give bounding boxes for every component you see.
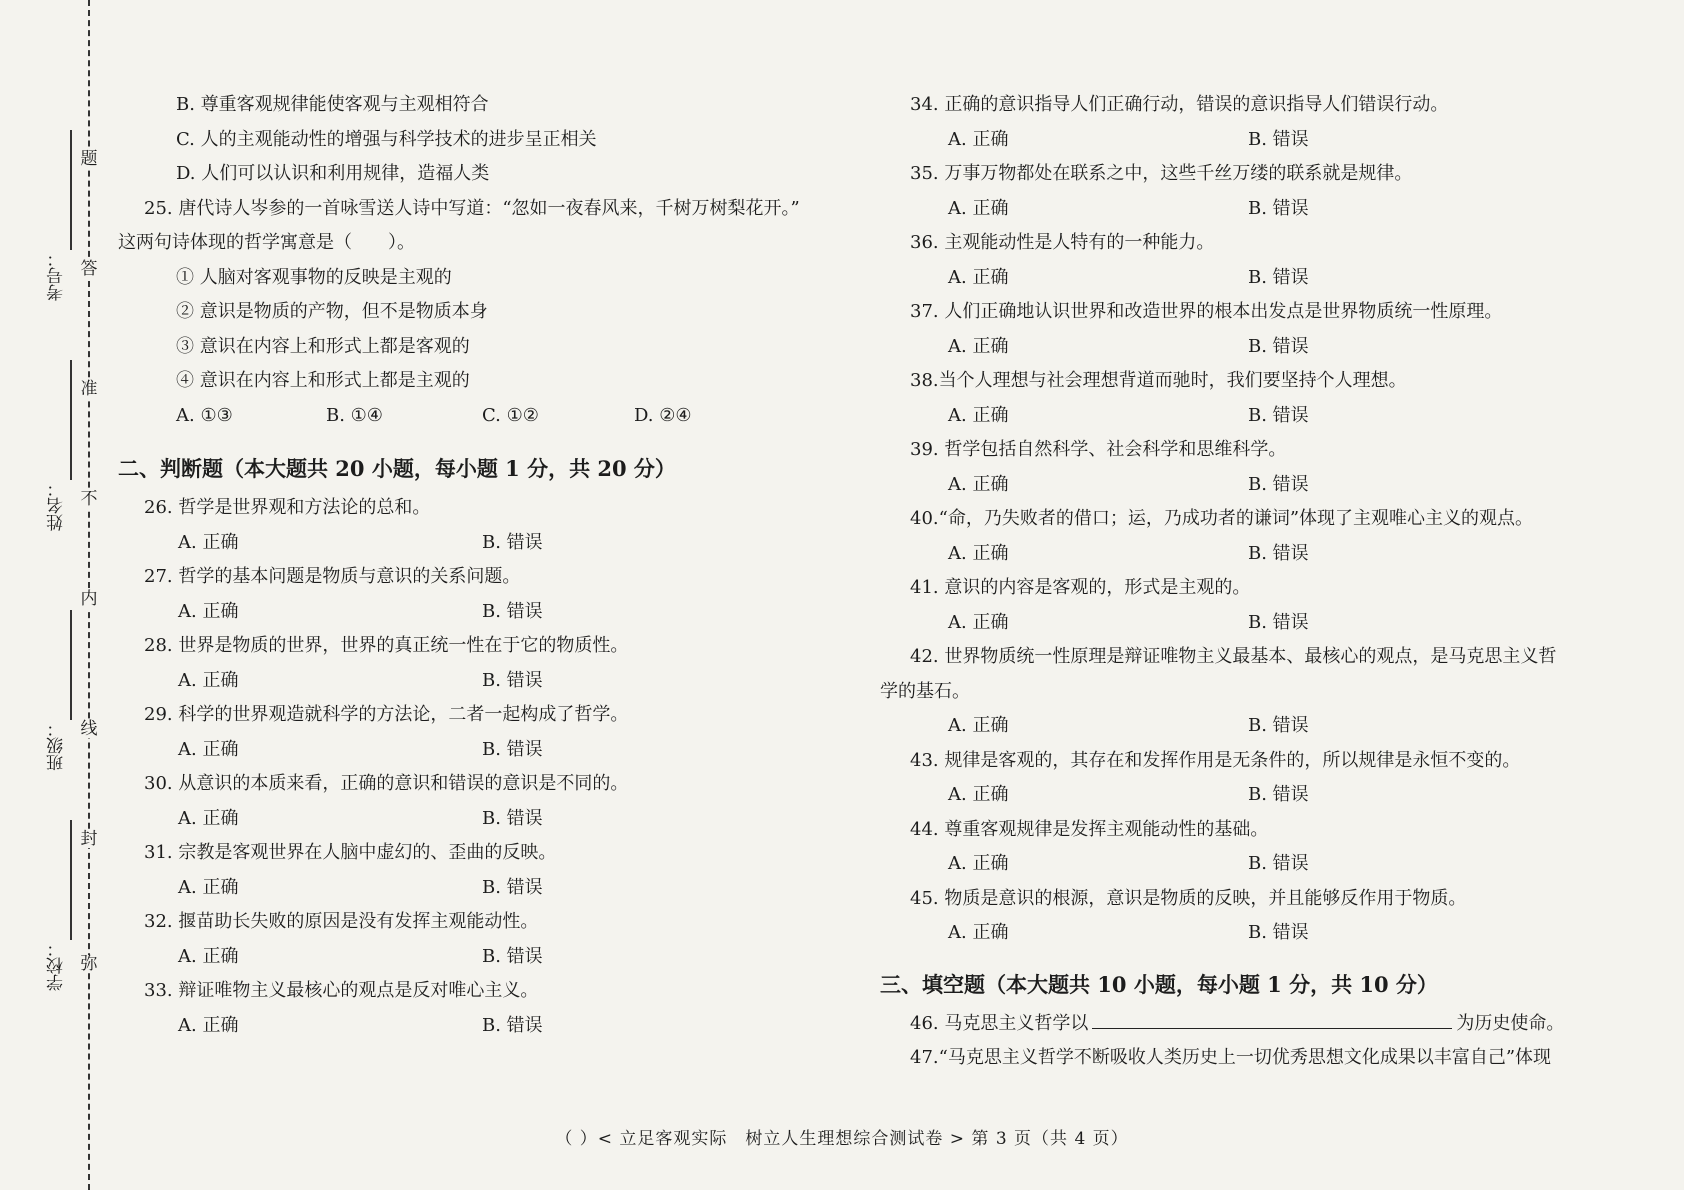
question-38: 38.当个人理想与社会理想背道而驰时，我们要坚持个人理想。 [910, 370, 1407, 391]
question-36-answers [880, 261, 1610, 296]
question-34-answers [880, 123, 1610, 158]
q25-choice-a: A. ①③ [176, 404, 233, 426]
q25-item-4: ④ 意识在内容上和形式上都是主观的 [176, 370, 470, 391]
option-b-wrong: B. 错误 [1248, 266, 1309, 288]
question-26-answers [118, 526, 838, 561]
option-a-correct: A. 正确 [948, 611, 1009, 633]
question-44-answers [880, 847, 1610, 882]
option-b-wrong: B. 错误 [482, 807, 543, 829]
question-34: 34. 正确的意识指导人们正确行动，错误的意识指导人们错误行动。 [910, 94, 1449, 115]
option-b-wrong: B. 错误 [1248, 922, 1309, 943]
q25-item-3: ③ 意识在内容上和形式上都是客观的 [176, 335, 470, 357]
option-a-correct: A. 正确 [948, 784, 1009, 805]
question-40: 40.“命，乃失败者的借口；运，乃成功者的谦词”体现了主观唯心主义的观点。 [910, 508, 1534, 529]
question-32: 32. 揠苗助长失败的原因是没有发挥主观能动性。 [144, 911, 539, 932]
section-2-heading: 二、判断题（本大题共 20 小题，每小题 1 分，共 20 分） [118, 456, 676, 481]
option-a-correct: A. 正确 [948, 266, 1009, 288]
question-25-line1: 25. 唐代诗人岑参的一首咏雪送人诗中写道：“忽如一夜春风来，千树万树梨花开。” [144, 197, 800, 219]
question-43-answers [880, 778, 1610, 813]
option-a-correct: A. 正确 [948, 404, 1009, 426]
question-43: 43. 规律是客观的，其存在和发挥作用是无条件的，所以规律是永恒不变的。 [910, 749, 1521, 771]
question-37: 37. 人们正确地认识世界和改造世界的根本出发点是世界物质统一性原理。 [910, 301, 1503, 322]
option-b-wrong: B. 错误 [1248, 853, 1309, 874]
margin-label: 考号： [47, 250, 67, 301]
question-28-answers [118, 664, 838, 699]
tf-questions-26-33 [118, 491, 838, 1043]
question-45: 45. 物质是意识的根源，意识是物质的反映，并且能够反作用于物质。 [910, 887, 1467, 909]
question-30-answers [118, 802, 838, 837]
question-35-answers [880, 192, 1610, 227]
option-b-wrong: B. 错误 [1248, 473, 1309, 495]
q25-choices [118, 399, 838, 434]
binding-word: 准 [80, 379, 98, 399]
option-a-correct: A. 正确 [178, 738, 239, 760]
question-30: 30. 从意识的本质来看，正确的意识和错误的意识是不同的。 [144, 773, 629, 794]
option-b-wrong: B. 错误 [482, 876, 543, 898]
question-28: 28. 世界是物质的世界，世界的真正统一性在于它的物质性。 [144, 635, 629, 656]
option-b-wrong: B. 错误 [1248, 128, 1309, 150]
question-39-answers [880, 468, 1610, 503]
option-b-wrong: B. 错误 [1248, 335, 1309, 357]
tf-questions-34-41 [880, 88, 1610, 640]
tf-questions-43-45 [880, 744, 1610, 951]
q24-option-c: C. 人的主观能动性的增强与科学技术的进步呈正相关 [176, 128, 597, 150]
q25-item-2: ② 意识是物质的产物，但不是物质本身 [176, 301, 488, 322]
q42-answers [880, 709, 1610, 744]
binding-word: 封 [80, 829, 98, 849]
question-41-answers [880, 606, 1610, 641]
option-b-wrong: B. 错误 [482, 1014, 543, 1036]
option-b-wrong: B. 错误 [1248, 542, 1309, 564]
q25-choice-b: B. ①④ [326, 404, 383, 426]
question-31-answers [118, 871, 838, 906]
binding-word: 答 [80, 259, 98, 279]
option-b-wrong: B. 错误 [482, 945, 543, 967]
question-27-answers [118, 595, 838, 630]
q24-option-d: D. 人们可以认识和利用规律，造福人类 [176, 163, 490, 184]
binding-word: 内 [80, 589, 98, 609]
page-footer: （ ）< 立足客观实际 树立人生理想综合测试卷 > 第 3 页（共 4 页） [555, 1129, 1129, 1149]
question-46 [880, 1007, 1610, 1042]
right-column [880, 88, 1610, 1076]
binding-word: 线 [80, 719, 98, 739]
option-a-correct: A. 正确 [178, 531, 239, 553]
option-b-wrong: B. 错误 [482, 669, 543, 691]
option-a-correct: A. 正确 [178, 807, 239, 829]
question-33: 33. 辩证唯物主义最核心的观点是反对唯心主义。 [144, 980, 539, 1001]
option-a-correct: A. 正确 [178, 1014, 239, 1036]
q46-blank [1092, 1008, 1452, 1029]
binding-word: 弥 [80, 954, 98, 974]
option-a-correct: A. 正确 [948, 128, 1009, 150]
q42-option-a: A. 正确 [948, 715, 1009, 736]
option-b-wrong: B. 错误 [1248, 784, 1309, 805]
option-a-correct: A. 正确 [178, 876, 239, 898]
question-44: 44. 尊重客观规律是发挥主观能动性的基础。 [910, 818, 1269, 840]
option-a-correct: A. 正确 [948, 473, 1009, 495]
margin-label: 学校： [47, 940, 67, 991]
binding-word: 题 [80, 149, 98, 169]
margin-label: 姓名： [47, 480, 67, 531]
option-a-correct: A. 正确 [178, 600, 239, 622]
q46-prefix: 46. 马克思主义哲学以 [910, 1012, 1089, 1034]
binding-word: 不 [80, 489, 98, 509]
question-42-line2: 学的基石。 [880, 680, 970, 702]
question-40-answers [880, 537, 1610, 572]
question-26: 26. 哲学是世界观和方法论的总和。 [144, 497, 431, 518]
option-a-correct: A. 正确 [178, 945, 239, 967]
option-a-correct: A. 正确 [948, 922, 1009, 943]
margin-write-line [70, 820, 72, 940]
margin-write-line [70, 130, 72, 250]
option-a-correct: A. 正确 [948, 542, 1009, 564]
option-b-wrong: B. 错误 [482, 738, 543, 760]
question-32-answers [118, 940, 838, 975]
left-column [118, 88, 838, 1043]
option-b-wrong: B. 错误 [482, 600, 543, 622]
option-a-correct: A. 正确 [948, 335, 1009, 357]
question-25-line2: 这两句诗体现的哲学寓意是（ ）。 [118, 232, 415, 253]
question-33-answers [118, 1009, 838, 1044]
question-39: 39. 哲学包括自然科学、社会科学和思维科学。 [910, 439, 1287, 460]
option-a-correct: A. 正确 [178, 669, 239, 691]
option-a-correct: A. 正确 [948, 853, 1009, 874]
margin-write-line [70, 360, 72, 480]
q25-choice-d: D. ②④ [634, 404, 692, 426]
margin-label: 班级： [47, 720, 67, 771]
question-42-line1: 42. 世界物质统一性原理是辩证唯物主义最基本、最核心的观点，是马克思主义哲 [910, 646, 1557, 667]
option-b-wrong: B. 错误 [1248, 404, 1309, 426]
q25-choice-c: C. ①② [482, 404, 539, 426]
option-a-correct: A. 正确 [948, 197, 1009, 219]
question-47: 47.“马克思主义哲学不断吸收人类历史上一切优秀思想文化成果以丰富自己”体现 [910, 1047, 1552, 1068]
option-b-wrong: B. 错误 [482, 531, 543, 553]
question-27: 27. 哲学的基本问题是物质与意识的关系问题。 [144, 566, 521, 587]
q24-option-b: B. 尊重客观规律能使客观与主观相符合 [176, 94, 489, 115]
q46-suffix: 为历史使命。 [1456, 1012, 1565, 1034]
section-3-heading: 三、填空题（本大题共 10 小题，每小题 1 分，共 10 分） [880, 971, 1438, 997]
q42-option-b: B. 错误 [1248, 715, 1309, 736]
option-b-wrong: B. 错误 [1248, 197, 1309, 219]
question-31: 31. 宗教是客观世界在人脑中虚幻的、歪曲的反映。 [144, 842, 557, 863]
question-29-answers [118, 733, 838, 768]
question-29: 29. 科学的世界观造就科学的方法论，二者一起构成了哲学。 [144, 704, 629, 725]
question-41: 41. 意识的内容是客观的，形式是主观的。 [910, 577, 1251, 598]
question-38-answers [880, 399, 1610, 434]
question-35: 35. 万事万物都处在联系之中，这些千丝万缕的联系就是规律。 [910, 163, 1413, 184]
question-45-answers [880, 916, 1610, 951]
question-36: 36. 主观能动性是人特有的一种能力。 [910, 232, 1215, 253]
margin-write-line [70, 610, 72, 720]
q25-item-1: ① 人脑对客观事物的反映是主观的 [176, 266, 452, 288]
question-37-answers [880, 330, 1610, 365]
option-b-wrong: B. 错误 [1248, 611, 1309, 633]
